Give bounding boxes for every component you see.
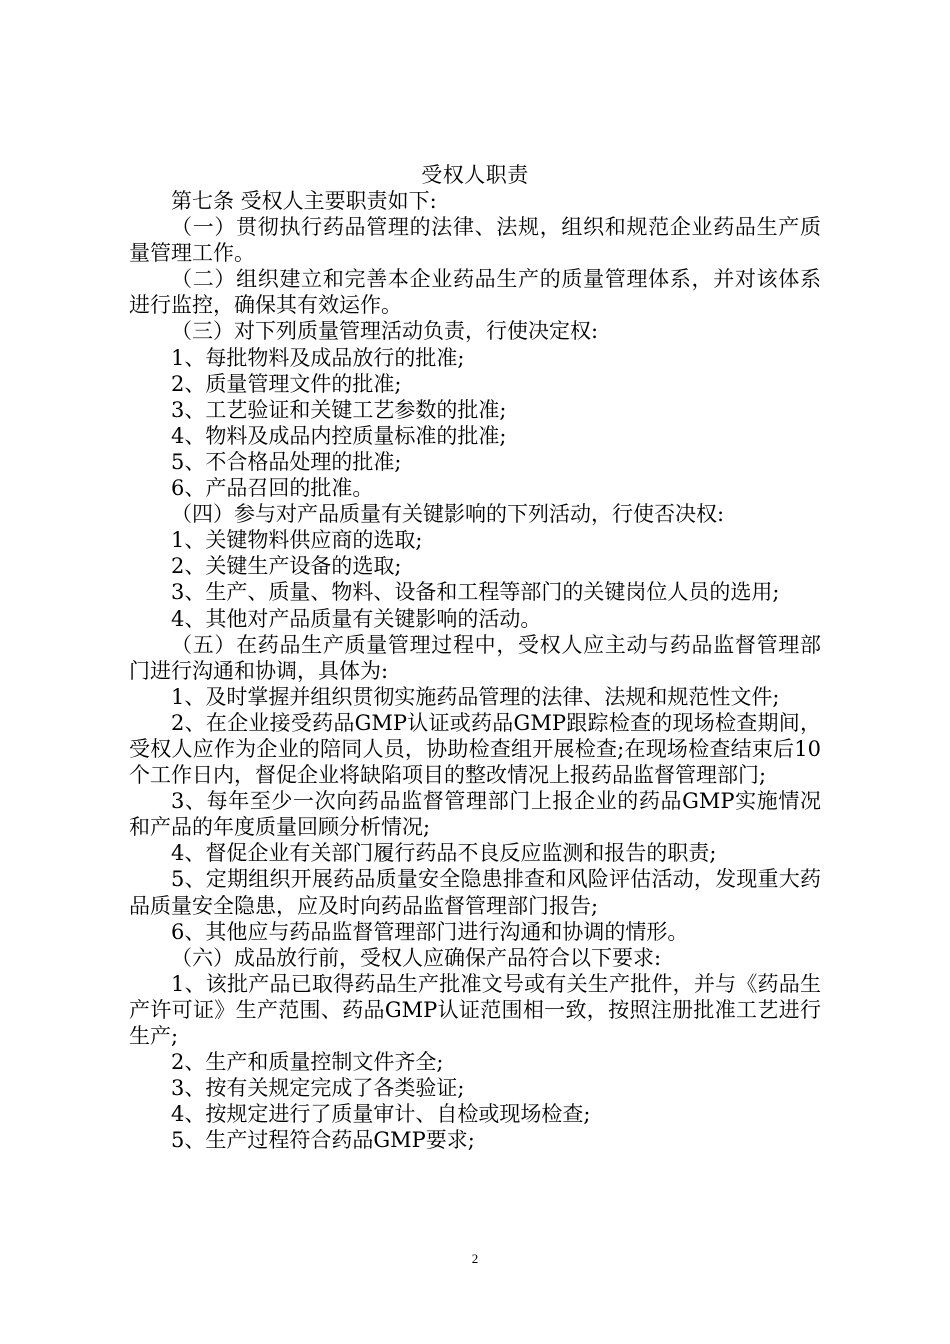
paragraph-item: （五）在药品生产质量管理过程中，受权人应主动与药品监督管理部门进行沟通和协调，具体为: bbox=[129, 632, 821, 683]
document-title: 受权人职责 bbox=[421, 163, 529, 187]
list-item: 1、及时掌握并组织贯彻实施药品管理的法律、法规和规范性文件; bbox=[171, 684, 780, 709]
list-item: 3、每年至少一次向药品监督管理部门上报企业的药品GMP实施情况和产品的年度质量回顾分析情况; bbox=[129, 789, 821, 840]
list-item: 5、定期组织开展药品质量安全隐患排查和风险评估活动，发现重大药品质量安全隐患，应及时向药品监督管理部门报告; bbox=[129, 867, 821, 918]
list-item: 5、不合格品处理的批准; bbox=[171, 449, 402, 474]
list-item: 2、生产和质量控制文件齐全; bbox=[171, 1050, 444, 1075]
paragraph-item: （一）贯彻执行药品管理的法律、法规，组织和规范企业药品生产质量管理工作。 bbox=[129, 215, 821, 266]
list-item: 4、其他对产品质量有关键影响的活动。 bbox=[171, 606, 542, 631]
list-item: 5、生产过程符合药品GMP要求; bbox=[171, 1128, 475, 1153]
document-body bbox=[129, 188, 821, 1153]
paragraph-item: （四）参与对产品质量有关键影响的下列活动，行使否决权: bbox=[171, 502, 725, 527]
list-item: 2、关键生产设备的选取; bbox=[171, 554, 402, 579]
list-item: 2、质量管理文件的批准; bbox=[171, 371, 402, 396]
paragraph-item: （二）组织建立和完善本企业药品生产的质量管理体系，并对该体系进行监控，确保其有效运作。 bbox=[129, 267, 821, 318]
list-item: 1、该批产品已取得药品生产批准文号或有关生产批件，并与《药品生产许可证》生产范围、药品GMP认证范围相一致，按照注册批准工艺进行生产; bbox=[129, 971, 821, 1048]
article-heading: 第七条 受权人主要职责如下: bbox=[171, 189, 437, 213]
list-item: 4、按规定进行了质量审计、自检或现场检查; bbox=[171, 1102, 591, 1127]
list-item: 2、在企业接受药品GMP认证或药品GMP跟踪检查的现场检查期间，受权人应作为企业的陪同人员，协助检查组开展检查;在现场检查结束后10个工作日内，督促企业将缺陷项目的整改情况上报药品监督管理部门; bbox=[129, 710, 821, 788]
list-item: 3、按有关规定完成了各类验证; bbox=[171, 1076, 465, 1101]
list-item: 6、其他应与药品监督管理部门进行沟通和协调的情形。 bbox=[171, 919, 689, 944]
list-item: 4、督促企业有关部门履行药品不良反应监测和报告的职责; bbox=[171, 841, 717, 866]
list-item: 6、产品召回的批准。 bbox=[171, 476, 374, 501]
list-item: 1、每批物料及成品放行的批准; bbox=[171, 345, 465, 370]
list-item: 3、工艺验证和关键工艺参数的批准; bbox=[171, 397, 507, 422]
paragraph-item: （三）对下列质量管理活动负责，行使决定权: bbox=[171, 319, 599, 344]
page-number: 2 bbox=[471, 1251, 479, 1266]
paragraph-item: （六）成品放行前，受权人应确保产品符合以下要求: bbox=[171, 945, 662, 970]
list-item: 1、关键物料供应商的选取; bbox=[171, 528, 423, 553]
list-item: 4、物料及成品内控质量标准的批准; bbox=[171, 423, 507, 448]
list-item: 3、生产、质量、物料、设备和工程等部门的关键岗位人员的选用; bbox=[171, 580, 780, 605]
